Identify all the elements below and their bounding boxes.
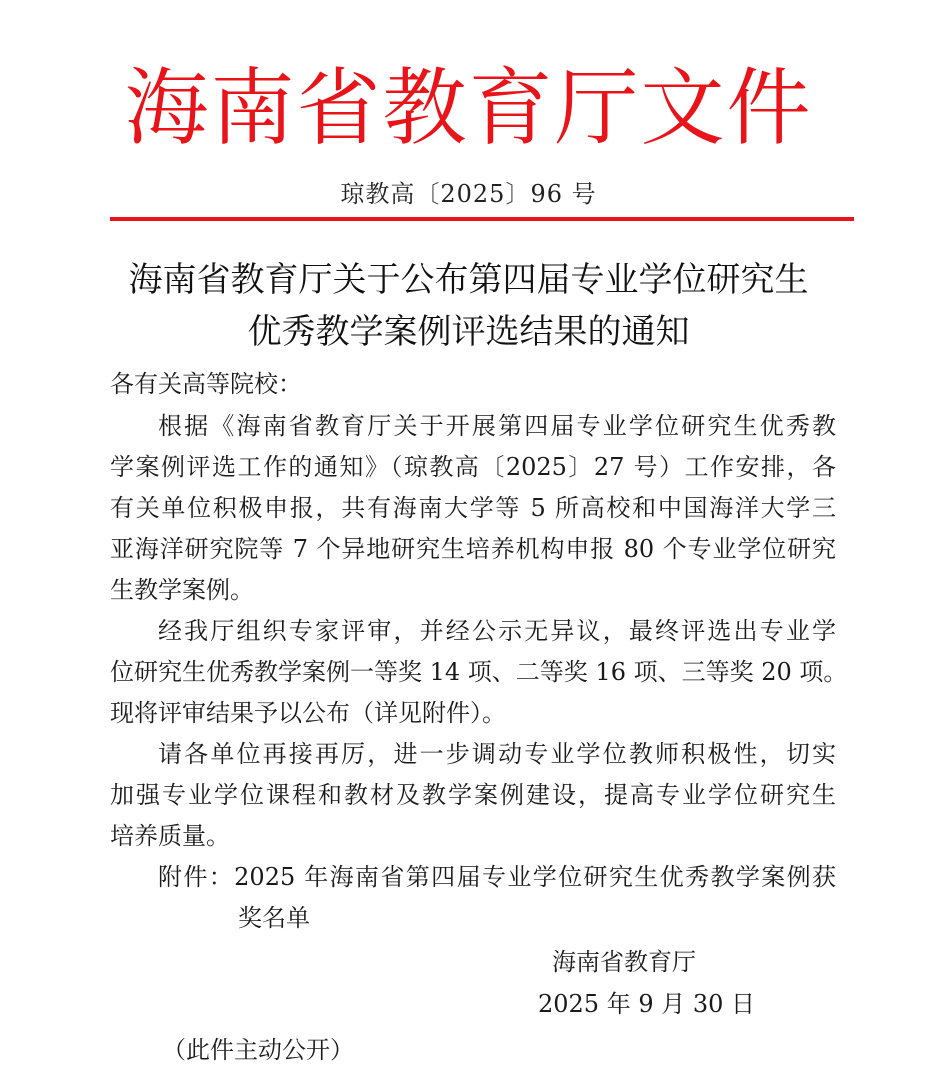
- paragraph-1-line-4: 亚海洋研究院等 7 个异地研究生培养机构申报 80 个专业学位研究: [110, 535, 836, 563]
- signature-org: 海南省教育厅: [552, 948, 696, 976]
- notice-title-line-1: 海南省教育厅关于公布第四届专业学位研究生: [128, 260, 809, 300]
- paragraph-2-line-2: 位研究生优秀教学案例一等奖 14 项、二等奖 16 项、三等奖 20 项。: [110, 658, 848, 686]
- document-number: 琼教高〔2025〕96 号: [340, 180, 597, 208]
- paragraph-2-line-3: 现将评审结果予以公布（详见附件）。: [110, 699, 506, 727]
- paragraph-1-line-3: 有关单位积极申报，共有海南大学等 5 所高校和中国海洋大学三: [110, 494, 836, 522]
- attachment-line-2: 奖名单: [238, 904, 310, 932]
- signature-date: 2025 年 9 月 30 日: [538, 990, 756, 1018]
- paragraph-1-line-5: 生教学案例。: [110, 576, 254, 604]
- attachment-line-1: 附件：2025 年海南省第四届专业学位研究生优秀教学案例获: [158, 863, 836, 891]
- disclosure-note: （此件主动公开）: [162, 1036, 354, 1064]
- notice-title-line-2: 优秀教学案例评选结果的通知: [247, 312, 690, 352]
- red-divider-line: [110, 217, 854, 221]
- paragraph-3-line-3: 培养质量。: [110, 822, 230, 850]
- paragraph-1-line-2: 学案例评选工作的通知》（琼教高〔2025〕27 号）工作安排，各: [110, 453, 836, 481]
- issuer-title: 海南省教育厅文件: [124, 59, 813, 157]
- notice-title: [0, 254, 937, 358]
- paragraph-3-line-2: 加强专业学位课程和教材及教学案例建设，提高专业学位研究生: [110, 781, 836, 809]
- salutation: 各有关高等院校：: [110, 370, 302, 398]
- paragraph-1-line-1: 根据《海南省教育厅关于开展第四届专业学位研究生优秀教: [158, 412, 836, 440]
- paragraph-3-line-1: 请各单位再接再厉，进一步调动专业学位教师积极性，切实: [158, 740, 836, 768]
- paragraph-2-line-1: 经我厅组织专家评审，并经公示无异议，最终评选出专业学: [158, 617, 836, 645]
